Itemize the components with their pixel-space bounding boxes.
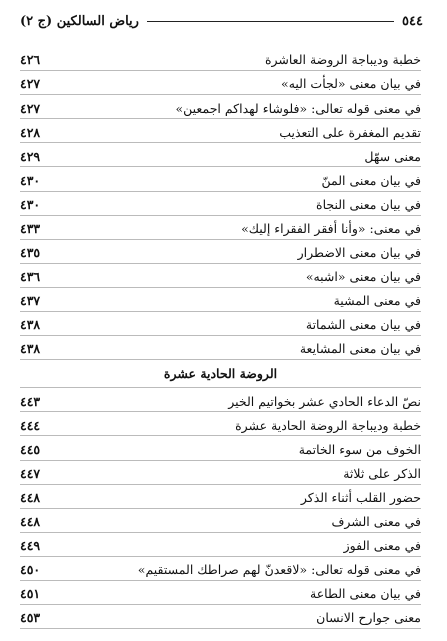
toc-entry-page: ٤٣٣ bbox=[20, 221, 41, 236]
toc-entry-title: معنى سهّل bbox=[364, 148, 421, 164]
toc-entry-page: ٤٣٦ bbox=[20, 269, 41, 285]
toc-row bbox=[20, 95, 421, 119]
toc-row bbox=[20, 412, 421, 436]
toc-entry-title: في بيان معنى النجاة bbox=[316, 196, 421, 212]
toc-entry-page: ٤٢٦ bbox=[20, 52, 41, 68]
toc-row bbox=[20, 388, 421, 412]
toc-row bbox=[20, 461, 421, 485]
toc-group-2 bbox=[20, 388, 421, 629]
toc-row bbox=[20, 581, 421, 605]
page-header bbox=[20, 10, 423, 32]
toc-row bbox=[20, 485, 421, 509]
toc-row bbox=[20, 312, 421, 336]
toc-entry-page: ٤٢٧ bbox=[20, 100, 41, 116]
toc-row bbox=[20, 192, 421, 216]
toc-entry-title: في بيان معنى الشماتة bbox=[305, 317, 421, 333]
toc-row bbox=[20, 143, 421, 167]
toc-row bbox=[20, 436, 421, 460]
toc-entry-title: في بيان معنى «لجأت اليه» bbox=[281, 76, 421, 92]
toc-entry-page: ٤٢٩ bbox=[20, 148, 41, 164]
toc-row bbox=[20, 71, 421, 95]
toc-entry-page: ٤٤٧ bbox=[20, 465, 41, 481]
toc-entry-page: ٤٣٠ bbox=[20, 172, 41, 188]
toc-row bbox=[20, 533, 421, 557]
toc-entry-page: ٤٣٨ bbox=[20, 317, 41, 333]
toc-entry-page: ٤٣٨ bbox=[20, 341, 41, 357]
toc-entry-title: في بيان معنى الاضطرار bbox=[297, 245, 421, 261]
toc-entry-page: ٤٤٨ bbox=[20, 489, 41, 505]
toc-row bbox=[20, 119, 421, 143]
toc-row bbox=[20, 240, 421, 264]
toc-entry-title: في بيان معنى «اشبه» bbox=[305, 269, 421, 285]
toc-entry-title: في معنى المشية bbox=[333, 293, 421, 309]
toc-row bbox=[20, 216, 421, 240]
toc-entry-title: الذكر على ثلاثة bbox=[343, 465, 421, 481]
page-number: ٥٤٤ bbox=[402, 13, 423, 29]
toc-entry-title: في معنى قوله تعالى: «فلوشاء لهداكم اجمعين» bbox=[175, 100, 421, 116]
section-heading: الروضة الحادية عشرة bbox=[20, 360, 421, 388]
toc-entry-page: ٤٥٣ bbox=[20, 610, 41, 626]
toc-row bbox=[20, 605, 421, 629]
toc-row bbox=[20, 47, 421, 71]
toc-row bbox=[20, 288, 421, 312]
toc-row bbox=[20, 557, 421, 581]
toc-entry-title: في بيان معنى المشايعة bbox=[299, 341, 421, 357]
toc-entry-page: ٤٥١ bbox=[20, 586, 41, 602]
toc-entry-title: في بيان معنى الطاعة bbox=[310, 586, 421, 602]
toc-row bbox=[20, 336, 421, 360]
toc-entry-title: في معنى الفوز bbox=[343, 538, 421, 554]
toc-entry-title: نصّ الدعاء الحادي عشر بخواتيم الخير bbox=[228, 393, 421, 409]
toc-entry-page: ٤٤٤ bbox=[20, 417, 41, 433]
toc-entry-page: ٤٤٨ bbox=[20, 514, 41, 530]
toc-entry-page: ٤٣٥ bbox=[20, 245, 41, 261]
toc-group-1 bbox=[20, 47, 421, 360]
toc-entry-page: ٤٢٨ bbox=[20, 124, 41, 140]
toc-entry-page: ٤٤٣ bbox=[20, 393, 41, 409]
toc-entry-page: ٤٣٧ bbox=[20, 293, 41, 309]
book-title: رياض السالكين (ج ٢) bbox=[20, 13, 139, 29]
toc-entry-title: خطبة وديباجة الروضة الحادية عشرة bbox=[235, 417, 421, 433]
toc-row bbox=[20, 264, 421, 288]
toc-entry-title: في معنى الشرف bbox=[331, 514, 421, 530]
toc-entry-page: ٤٣٠ bbox=[20, 196, 41, 212]
toc-entry-title: معنى جوارح الانسان bbox=[316, 610, 421, 626]
toc-entry-title: في معنى: «وأنا أفقر الفقراء إليك» bbox=[241, 221, 421, 236]
toc-entry-title: في بيان معنى المنّ bbox=[321, 172, 421, 188]
toc-row bbox=[20, 509, 421, 533]
header-rule bbox=[147, 21, 394, 22]
table-of-contents bbox=[20, 47, 421, 629]
toc-entry-title: تقديم المغفرة على التعذيب bbox=[279, 124, 421, 140]
toc-entry-page: ٤٥٠ bbox=[20, 562, 41, 578]
toc-entry-title: خطبة وديباجة الروضة العاشرة bbox=[264, 52, 421, 68]
toc-entry-title: الخوف من سوء الخاتمة bbox=[298, 441, 421, 457]
toc-entry-page: ٤٢٧ bbox=[20, 76, 41, 92]
toc-entry-title: في معنى قوله تعالى: «لاقعدنّ لهم صراطك المستقيم» bbox=[137, 562, 421, 578]
toc-entry-page: ٤٤٩ bbox=[20, 538, 41, 554]
toc-entry-page: ٤٤٥ bbox=[20, 441, 41, 457]
toc-entry-title: حضور القلب أثناء الذكر bbox=[300, 489, 421, 505]
toc-row bbox=[20, 167, 421, 191]
